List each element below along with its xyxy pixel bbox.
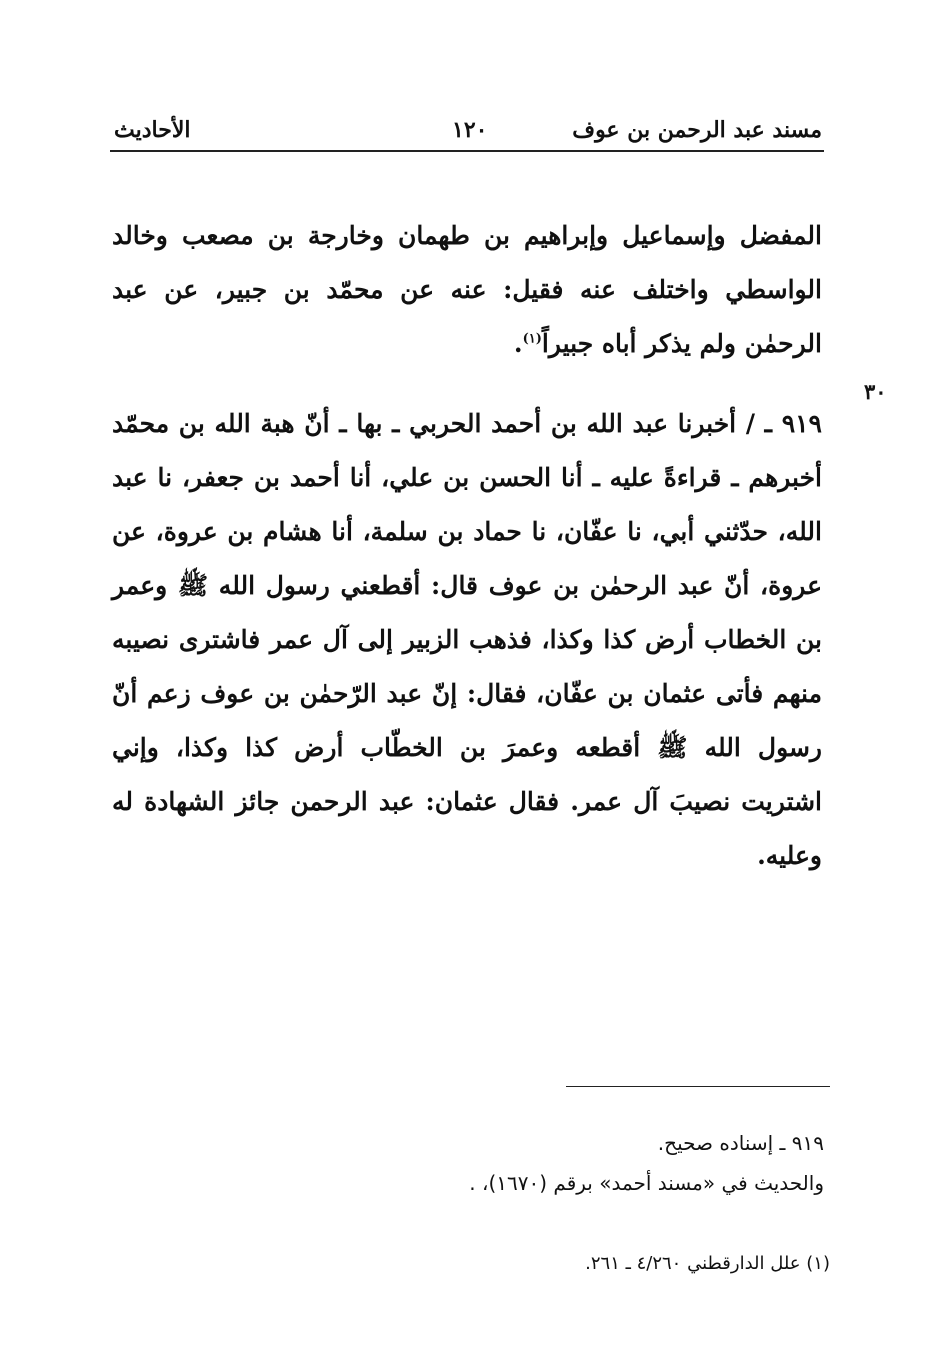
intro-paragraph-text: المفضل وإسماعيل وإبراهيم بن طهمان وخارجة بن مصعب وخالد الواسطي واختلف عنه فقيل: عنه عن محمّد بن جبير، عن عبد الرحمٰن ولم يذكر أباه جبيراً (112, 221, 822, 358)
hadith-commentary (300, 1123, 824, 1203)
footnote-divider (566, 1086, 830, 1087)
hadith-paragraph (112, 397, 822, 883)
manuscript-margin-number: ٣٠ (864, 379, 887, 404)
header-book-title: مسند عبد الرحمن بن عوف (572, 117, 822, 143)
commentary-line-source: والحديث في «مسند أحمد» برقم (١٦٧٠)، . (469, 1171, 824, 1195)
header-page-number: ١٢٠ (452, 117, 488, 143)
hadith-text: ٩١٩ ـ / أخبرنا عبد الله بن أحمد الحربي ـ بها ـ أنّ هبة الله بن محمّد أخبرهم ـ قراءةً عليه ـ أنا الحسن بن علي، أنا أحمد بن جعفر، نا عبد الله، حدّثني أبي، نا عفّان، نا حماد بن سلمة، أنا هشام بن عروة، عن عروة، أنّ عبد الرحمٰن بن عوف قال: أقطعني رسول الله ﷺ وعمر بن الخطاب أرض كذا وكذا، فذهب الزبير إلى آل عمر فاشترى نصيبه منهم فأتى عثمان بن عفّان، فقال: إنّ عبد الرّحمٰن بن عوف زعم أنّ رسول الله ﷺ أقطعه وعمرَ بن الخطّاب أرض كذا وكذا، وإني اشتريت نصيبَ آل عمر. فقال عثمان: عبد الرحمن جائز الشهادة له وعليه. (112, 409, 822, 870)
header-divider (110, 150, 824, 152)
header-section-title: الأحاديث (114, 117, 191, 143)
commentary-line-isnad: ٩١٩ ـ إسناده صحيح. (657, 1131, 824, 1155)
intro-paragraph (112, 209, 822, 371)
footnote: (١) علل الدارقطني ٤/٢٦٠ ـ ٢٦١. (585, 1253, 830, 1274)
intro-paragraph-end: . (513, 329, 523, 358)
running-header (112, 116, 822, 146)
footnote-reference: (١) (522, 331, 542, 347)
